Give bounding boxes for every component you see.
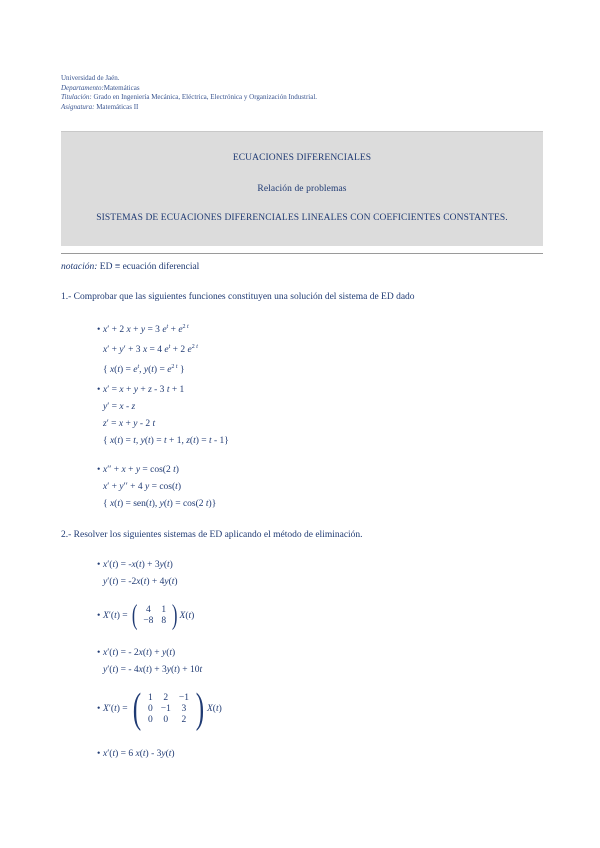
degree: Titulación: Grado en Ingeniería Mecánica, Eléctrica, Electrónica y Organización Industrial. [61,93,318,102]
exercise-2e: • x′(t) = 6 x(t) - 3y(t) [97,749,175,759]
university: Universidad de Jaén. [61,74,120,82]
exercise-1c: • x′′ + x + y = cos(2 t) x′ + y′′ + 4 y = cos(t) { x(t) = sen(t), y(t) = cos(2 t)} [97,465,217,509]
divider [61,253,543,254]
exercise-2a: • x′(t) = -x(t) + 3y(t) y′(t) = -2x(t) + 4y(t) [97,560,178,587]
exercise-2c: • x′(t) = - 2x(t) + y(t) y′(t) = - 4x(t) + 3y(t) + 10t [97,648,203,675]
header-meta [61,74,317,112]
question-2: 2.- Resolver los siguientes sistemas de ED aplicando el método de eliminación. [61,530,363,540]
exercise-1b: • x′ = x + y + z - 3 t + 1 y′ = x - z z′ = x + y - 2 t { x(t) = t, y(t) = t + 1, z(t) = t - 1} [97,385,229,446]
banner-subtitle: Relación de problemas [257,184,347,194]
question-1: 1.- Comprobar que las siguientes funciones constituyen una solución del sistema de ED dado [61,292,415,302]
exercise-1a: • x′ + 2 x + y = 3 $e^t + e^{2 t}$ x′ + y′ + 3 x = 4 $e^t + 2$ $e^{2 t}$ { $x(t) = e^t$, $y(t) = e^{2 t}$ } [97,324,198,376]
banner-topic: SISTEMAS DE ECUACIONES DIFERENCIALES LINEALES CON COEFICIENTES CONSTANTES. [96,213,508,223]
subject: Asignatura: Matemáticas II [61,102,139,111]
department: Departamento:Matemáticas [61,83,140,92]
title-banner [61,131,543,246]
notation: notación: ED ≡ ecuación diferencial [61,262,200,272]
exercise-2d: • X′(t) = ( 1 2 −1 0 −1 3 0 0 2 ) X(t) [97,686,222,732]
exercise-2b: • X′(t) = ( 4 1 −8 8 ) X(t) [97,600,195,631]
banner-title: ECUACIONES DIFERENCIALES [232,153,372,163]
